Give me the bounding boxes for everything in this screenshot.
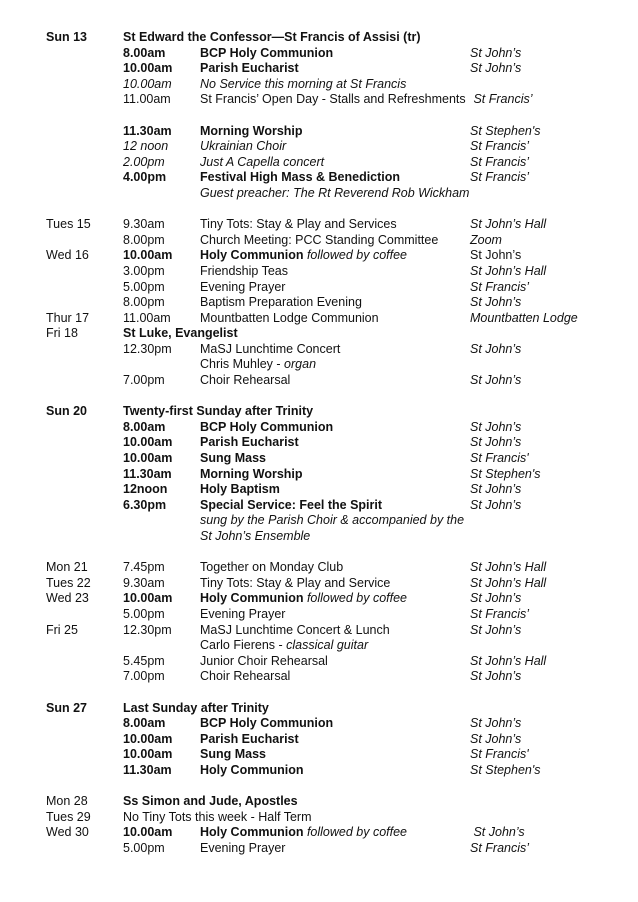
day-heading: St Edward the Confessor—St Francis of Assisi (tr) [123,30,421,44]
service-time: 10.00am [123,435,173,450]
venue-label: St John’s Hall [470,575,547,590]
service-time: 6.30pm [123,497,167,512]
venue-label: St John’s [470,373,522,388]
service-time: 10.00am [123,76,172,91]
service-title: Baptism Preparation Evening [200,295,362,310]
service-time: 9.30am [123,575,165,590]
venue-label: St John’s Hall [470,217,547,232]
schedule-list [0,30,638,856]
service-description [200,92,466,108]
service-time: 12.30pm [123,622,172,637]
spacer [0,779,638,795]
service-time: 9.30am [123,217,165,232]
service-title: Tiny Tots: Stay & Play and Service [200,575,391,590]
service-title: sung by the Parish Choir & accompanied by the [200,513,465,528]
service-time: 5.45pm [123,653,165,668]
service-description [200,841,285,857]
schedule-row [0,342,638,358]
schedule-row [0,794,638,810]
service-title: Holy Communion [200,591,304,606]
service-description [200,654,328,670]
service-description [200,248,407,264]
service-time: 3.00pm [123,263,165,278]
venue-label: St Francis’ [470,840,530,855]
service-title: Carlo Fierens - [200,638,287,653]
service-description [200,513,464,529]
service-description [200,747,266,763]
service-description [200,155,324,171]
service-description [200,482,280,498]
venue-label: St John’s [470,482,522,497]
schedule-row [0,30,638,46]
day-label: Mon 28 [46,794,88,809]
venue-label: St John’s [470,435,522,450]
service-description [200,61,299,77]
venue-label: St Stephen's [470,123,541,138]
service-time: 7.45pm [123,560,165,575]
service-time: 10.00am [123,451,173,466]
venue-label: St Francis' [470,451,529,466]
schedule-row [0,825,638,841]
venue-label: St Francis’ [470,154,530,169]
schedule-row [0,451,638,467]
service-description [200,607,285,623]
service-description [200,576,390,592]
schedule-row [0,591,638,607]
schedule-row [0,560,638,576]
service-title: Friendship Teas [200,263,289,278]
day-heading: Last Sunday after Trinity [123,700,269,715]
day-label: Wed 30 [46,825,89,840]
schedule-row [0,46,638,62]
schedule-row [0,701,638,717]
service-title: Festival High Mass & Benediction [200,170,401,185]
service-description [200,295,362,311]
service-description [200,373,290,389]
service-description [200,669,290,685]
day-label: Wed 23 [46,591,89,606]
schedule-row [0,654,638,670]
service-description [200,763,303,779]
schedule-row [0,373,638,389]
service-description [200,420,333,436]
service-description [200,264,288,280]
day-label: Sun 27 [46,700,87,715]
schedule-row [0,638,638,654]
service-time: 5.00pm [123,279,165,294]
day-heading: No Tiny Tots this week - Half Term [123,809,312,824]
service-title: St Francis’ Open Day - Stalls and Refreshments [200,92,466,107]
schedule-row [0,248,638,264]
service-title: Chris Muhley - [200,357,285,372]
service-title: Holy Communion [200,762,304,777]
schedule-row [0,326,638,342]
service-time: 7.00pm [123,373,165,388]
schedule-row [0,124,638,140]
service-title: Tiny Tots: Stay & Play and Services [200,217,397,232]
day-label: Fri 18 [46,326,78,341]
service-description [200,233,438,249]
service-title: Just A Capella concert [200,154,325,169]
service-time: 10.00am [123,731,173,746]
venue-label: St John’s [470,341,522,356]
venue-label: St John’s [470,45,522,60]
schedule-row [0,482,638,498]
venue-label: St Francis’ [470,139,530,154]
schedule-row [0,280,638,296]
spacer [0,685,638,701]
venue-label: St John’s [470,61,522,76]
schedule-row [0,716,638,732]
day-label: Thur 17 [46,310,90,325]
service-title: Junior Choir Rehearsal [200,653,328,668]
service-description [200,170,400,186]
service-time: 5.00pm [123,840,165,855]
day-label: Tues 29 [46,809,91,824]
schedule-row [0,669,638,685]
schedule-row [0,404,638,420]
service-description [200,435,299,451]
service-description [200,498,382,514]
venue-label: St John’s [470,825,525,840]
service-description [200,77,406,93]
service-note: followed by coffee [303,591,408,606]
schedule-row [0,61,638,77]
service-time: 11.00am [123,92,171,107]
service-description [200,623,390,639]
service-title: Evening Prayer [200,840,286,855]
service-time: 7.00pm [123,669,165,684]
service-time: 11.30am [123,123,172,138]
service-time: 10.00am [123,591,173,606]
service-description [200,560,343,576]
service-title: MaSJ Lunchtime Concert [200,341,341,356]
day-label: Sun 13 [46,30,87,44]
service-title: Together on Monday Club [200,560,344,575]
venue-label: St Francis’ [470,92,533,107]
venue-label: St Francis’ [470,606,530,621]
day-heading: St Luke, Evangelist [123,326,238,341]
service-time: 11.00am [123,310,171,325]
venue-label: St John’s Hall [470,653,547,668]
venue-label: St Francis’ [470,170,530,185]
service-title: Choir Rehearsal [200,373,291,388]
schedule-row [0,435,638,451]
schedule-row [0,170,638,186]
venue-label: St John’s [470,731,522,746]
schedule-row [0,841,638,857]
service-description [200,716,333,732]
service-time: 10.00am [123,248,173,263]
venue-label: St John’s Hall [470,560,547,575]
schedule-row [0,732,638,748]
service-title: Parish Eucharist [200,435,299,450]
schedule-row [0,311,638,327]
venue-label: St Francis' [470,747,529,762]
service-title: Morning Worship [200,466,303,481]
schedule-row [0,623,638,639]
schedule-row [0,155,638,171]
venue-label: St John’s [470,419,522,434]
service-description [200,139,286,155]
venue-label: St John’s [470,622,522,637]
service-description [200,451,266,467]
venue-label: St John’s Hall [470,263,547,278]
service-title: Parish Eucharist [200,61,299,76]
venue-label: St John’s [470,295,522,310]
day-label: Tues 22 [46,575,91,590]
service-title: Church Meeting: PCC Standing Committee [200,232,439,247]
service-title: Ukrainian Choir [200,139,287,154]
service-title: Holy Communion [200,825,304,840]
venue-label: Mountbatten Lodge [470,310,578,325]
service-title: Evening Prayer [200,279,286,294]
service-description [200,186,469,202]
spacer [0,108,638,124]
schedule-row [0,810,638,826]
schedule-row [0,357,638,373]
service-time: 11.30am [123,762,172,777]
schedule-row [0,264,638,280]
service-title: Morning Worship [200,123,303,138]
service-title: BCP Holy Communion [200,716,334,731]
service-title: Guest preacher: The Rt Reverend Rob Wickham [200,185,470,200]
day-label: Mon 21 [46,560,88,575]
schedule-row [0,77,638,93]
schedule-row [0,295,638,311]
service-time: 8.00pm [123,295,165,310]
service-note: organ [284,357,317,372]
service-title: BCP Holy Communion [200,45,334,60]
service-note: classical guitar [286,638,369,653]
service-title: Choir Rehearsal [200,669,291,684]
schedule-row [0,467,638,483]
service-title: MaSJ Lunchtime Concert & Lunch [200,622,390,637]
spacer [0,202,638,218]
service-time: 5.00pm [123,606,165,621]
service-title: No Service this morning at St Francis [200,76,407,91]
service-description [200,217,397,233]
service-description [200,342,340,358]
service-title: BCP Holy Communion [200,419,334,434]
schedule-row [0,217,638,233]
service-time: 10.00am [123,825,173,840]
service-note: followed by coffee [303,248,408,263]
service-description [200,311,379,327]
service-time: 10.00am [123,61,173,76]
schedule-row [0,139,638,155]
service-note: followed by coffee [303,825,408,840]
venue-label: St John’s [470,248,522,263]
service-description [200,467,303,483]
venue-label: St John’s [470,669,522,684]
day-label: Wed 16 [46,248,89,263]
day-label: Tues 15 [46,217,91,232]
service-time: 8.00am [123,45,166,60]
venue-label: St Stephen's [470,762,541,777]
venue-label: St John’s [470,591,522,606]
service-description [200,357,316,373]
service-time: 12.30pm [123,341,172,356]
venue-label: Zoom [470,232,502,247]
service-title: Mountbatten Lodge Communion [200,310,379,325]
service-title: Sung Mass [200,747,266,762]
schedule-row [0,420,638,436]
spacer [0,389,638,405]
venue-label: St Stephen's [470,466,541,481]
schedule-row [0,513,638,529]
schedule-row [0,576,638,592]
service-time: 12noon [123,482,168,497]
schedule-row [0,233,638,249]
day-heading: Ss Simon and Jude, Apostles [123,794,298,809]
service-time: 8.00am [123,419,166,434]
service-description [200,638,368,654]
schedule-row [0,529,638,545]
schedule-row [0,763,638,779]
day-label: Sun 20 [46,404,87,419]
service-time: 8.00am [123,716,166,731]
service-time: 10.00am [123,747,173,762]
service-title: St John’s Ensemble [200,529,311,543]
schedule-row [0,607,638,623]
venue-label: St John’s [470,497,522,512]
schedule-row [0,747,638,763]
service-time: 2.00pm [123,154,165,169]
service-description [200,124,303,140]
schedule-row [0,186,638,202]
service-description [200,46,333,62]
service-title: Sung Mass [200,451,266,466]
venue-label: St John’s [470,716,522,731]
service-title: Special Service: Feel the Spirit [200,497,383,512]
service-title: Holy Communion [200,248,304,263]
service-description [200,591,407,607]
service-description [200,732,299,748]
schedule-row [0,498,638,514]
service-time: 4.00pm [123,170,167,185]
service-title: Holy Baptism [200,482,280,497]
service-description [200,280,285,296]
day-heading: Twenty-first Sunday after Trinity [123,404,314,419]
service-description [200,825,407,841]
day-label: Fri 25 [46,622,78,637]
service-time: 12 noon [123,139,169,154]
spacer [0,545,638,561]
schedule-row [0,92,638,108]
service-title: Parish Eucharist [200,731,299,746]
service-time: 11.30am [123,466,172,481]
service-description [200,529,310,545]
venue-label: St Francis’ [470,279,530,294]
service-title: Evening Prayer [200,606,286,621]
service-time: 8.00pm [123,232,165,247]
